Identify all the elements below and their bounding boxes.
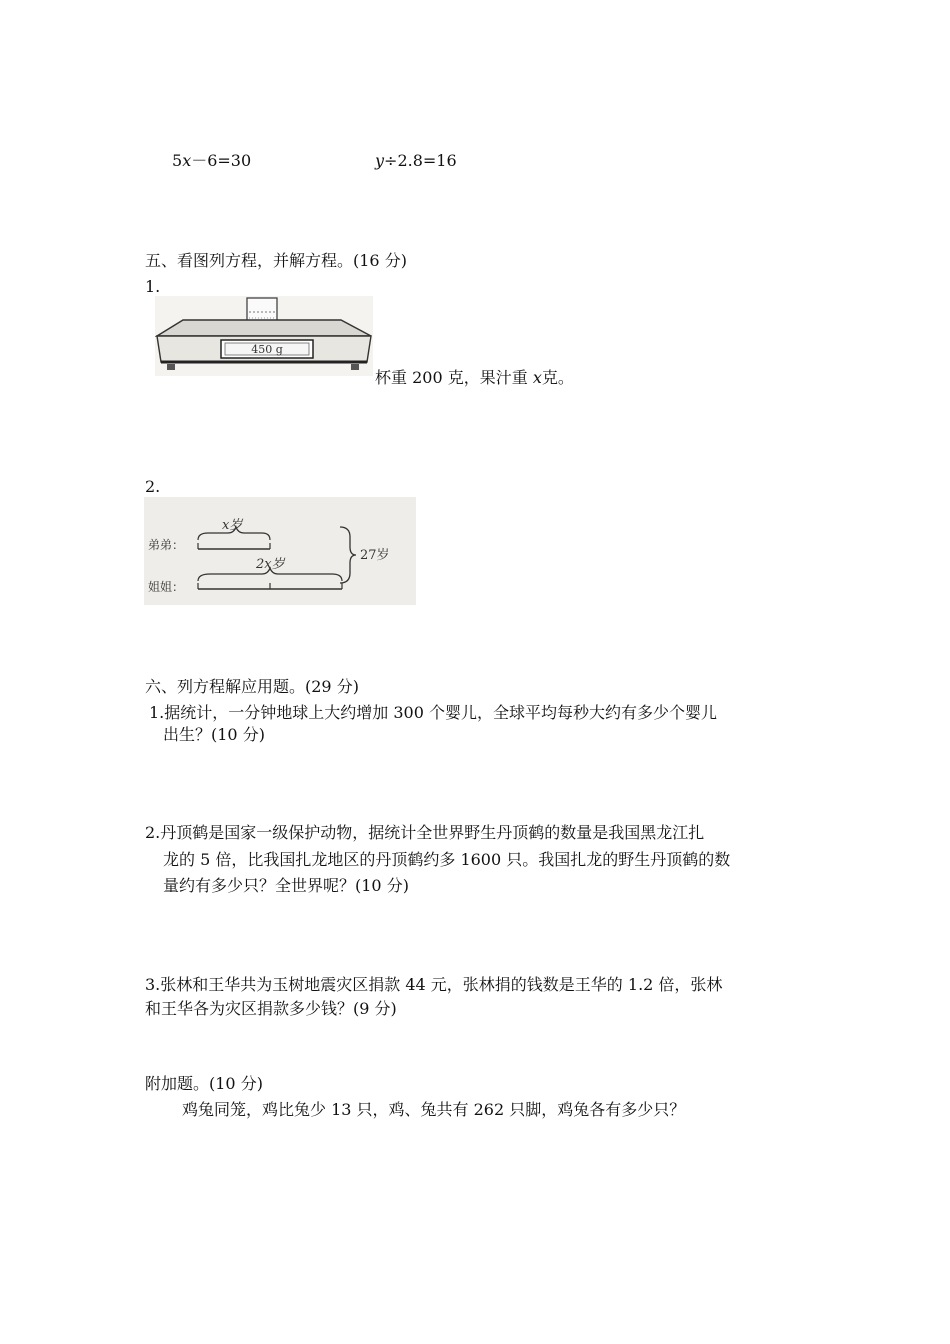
section-5-q2-number: 2. (145, 477, 161, 496)
equation-2 (375, 150, 457, 172)
equation-1-coefficient: 5 (172, 151, 183, 170)
sister-label: 姐姐： (148, 580, 185, 594)
equation-1 (172, 150, 251, 172)
age-diagram (144, 497, 416, 605)
scale-figure (155, 296, 373, 376)
caption-text: 杯重 200 克，果汁重 (375, 368, 533, 387)
section-6-q1-line1: 1.据统计，一分钟地球上大约增加 300 个婴儿，全球平均每秒大约有多少个婴儿 (149, 703, 717, 722)
equation-1-rest: －6=30 (191, 151, 252, 170)
section-6-q1-line2: 出生？(10 分) (163, 725, 265, 744)
section-6-heading: 六、列方程解应用题。(29 分) (145, 677, 359, 696)
caption-variable: x (532, 368, 542, 387)
section-6-q3-line2: 和王华各为灾区捐款多少钱？(9 分) (145, 999, 397, 1018)
brother-label: 弟弟： (148, 538, 185, 552)
section-6-q2-line2: 龙的 5 倍，比我国扎龙地区的丹顶鹤约多 1600 只。我国扎龙的野生丹顶鹤的数 (163, 850, 731, 869)
equation-2-variable: y (375, 151, 385, 170)
caption-unit: 克。 (541, 368, 574, 387)
section-6-q3-line1: 3.张林和王华共为玉树地震灾区捐款 44 元，张林捐的钱数是王华的 1.2 倍，张林 (145, 975, 723, 994)
equation-1-variable: x (182, 151, 192, 170)
section-6-q2-line1: 2.丹顶鹤是国家一级保护动物，据统计全世界野生丹顶鹤的数量是我国黑龙江扎 (145, 823, 705, 842)
section-5-q1-caption (375, 367, 574, 389)
brother-age-label: x岁 (222, 518, 243, 533)
section-5-q1-number: 1. (145, 277, 161, 296)
equation-2-rest: ÷2.8=16 (384, 151, 457, 170)
bonus-heading: 附加题。(10 分) (145, 1074, 263, 1093)
section-6-q2-line3: 量约有多少只？全世界呢？(10 分) (163, 876, 409, 895)
bonus-question: 鸡兔同笼，鸡比兔少 13 只，鸡、兔共有 262 只脚，鸡兔各有多少只？ (182, 1100, 686, 1119)
sister-age-label: 2x岁 (256, 557, 285, 572)
total-age-label: 27岁 (360, 548, 390, 563)
section-5-heading: 五、看图列方程，并解方程。(16 分) (145, 251, 407, 270)
scale-reading: 450 g (251, 343, 283, 356)
